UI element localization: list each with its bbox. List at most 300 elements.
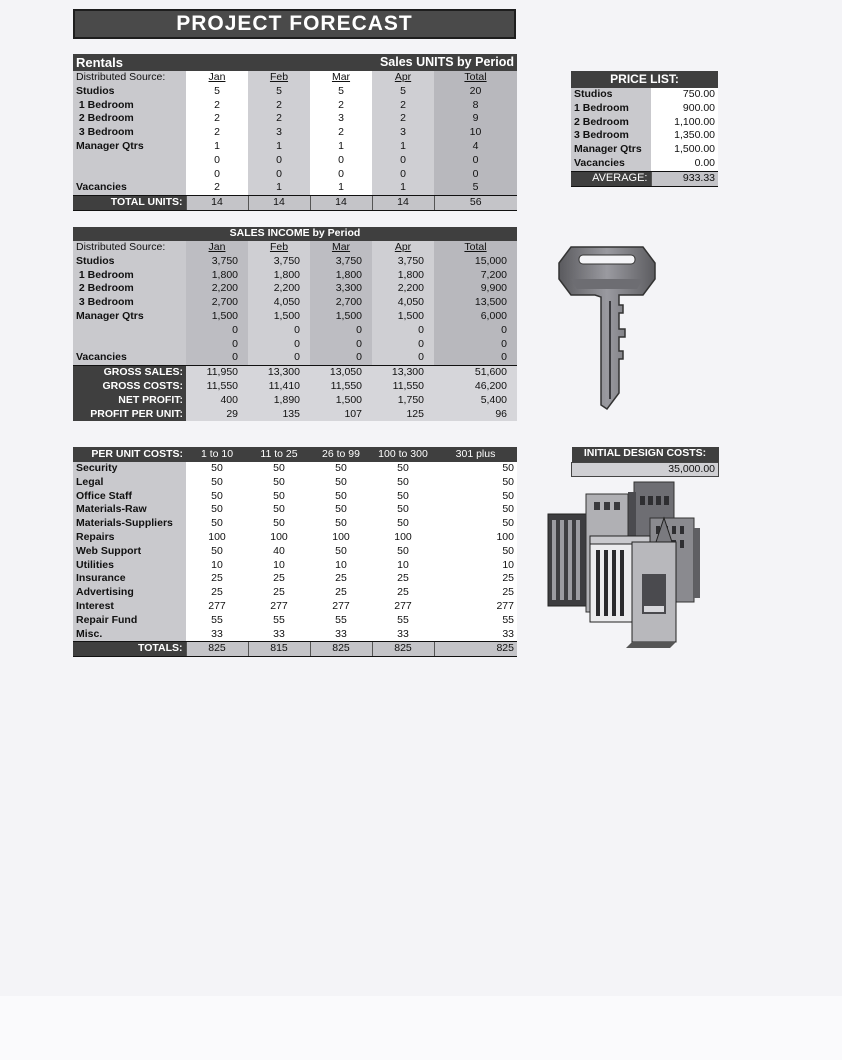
costs-cell: 50 xyxy=(372,462,434,476)
units-cell: 0 xyxy=(186,168,248,182)
price-row xyxy=(571,157,718,171)
costs-cell: 50 xyxy=(310,517,372,531)
income-row-label: 1 Bedroom xyxy=(73,269,186,283)
units-row-label xyxy=(73,154,186,168)
income-cell: 3,750 xyxy=(186,255,248,269)
costs-cell: 50 xyxy=(434,545,517,559)
price-row xyxy=(571,129,718,143)
price-list-header-row xyxy=(571,71,718,88)
price-average-row xyxy=(571,171,718,186)
income-cell: 1,500 xyxy=(248,310,310,324)
income-cell: 1,500 xyxy=(186,310,248,324)
initial-design-costs-table xyxy=(571,447,719,477)
price-row-value: 900.00 xyxy=(651,102,718,116)
units-cell: 1 xyxy=(372,140,434,154)
units-cell: 5 xyxy=(310,85,372,99)
costs-cell: 25 xyxy=(310,572,372,586)
key-icon xyxy=(557,243,657,411)
units-total-value: 14 xyxy=(372,196,434,211)
costs-row xyxy=(73,490,517,504)
units-cell: 0 xyxy=(372,154,434,168)
costs-col-header: 1 to 10 xyxy=(186,447,248,462)
costs-total-row xyxy=(73,642,517,657)
costs-cell: 55 xyxy=(372,614,434,628)
income-cell: 0 xyxy=(248,351,310,365)
income-summary-label: GROSS SALES: xyxy=(73,366,186,380)
costs-cell: 50 xyxy=(186,462,248,476)
income-cell: 0 xyxy=(434,338,517,352)
units-cell: 3 xyxy=(248,126,310,140)
units-row xyxy=(73,85,517,99)
income-source-label: Distributed Source: xyxy=(73,241,186,255)
units-column-row xyxy=(73,71,517,85)
units-total-label: TOTAL UNITS: xyxy=(73,196,186,211)
units-cell: 1 xyxy=(186,140,248,154)
costs-col-header: 100 to 300 xyxy=(372,447,434,462)
costs-cell: 40 xyxy=(248,545,310,559)
income-cell: 1,500 xyxy=(310,310,372,324)
costs-cell: 50 xyxy=(434,462,517,476)
income-summary-value: 11,410 xyxy=(248,380,310,394)
costs-row-label: Utilities xyxy=(73,559,186,573)
income-cell: 6,000 xyxy=(434,310,517,324)
page-bottom-strip xyxy=(0,996,842,1060)
units-total-value: 14 xyxy=(310,196,372,211)
costs-col-header: 11 to 25 xyxy=(248,447,310,462)
costs-cell: 100 xyxy=(434,531,517,545)
units-header-row xyxy=(73,54,517,71)
income-summary-value: 11,550 xyxy=(186,380,248,394)
income-cell: 3,750 xyxy=(310,255,372,269)
income-row xyxy=(73,310,517,324)
income-summary-row xyxy=(73,366,517,380)
costs-cell: 50 xyxy=(434,503,517,517)
costs-cell: 100 xyxy=(248,531,310,545)
costs-header-row xyxy=(73,447,517,462)
units-cell: 0 xyxy=(372,168,434,182)
units-cell: 5 xyxy=(186,85,248,99)
costs-cell: 25 xyxy=(434,586,517,600)
costs-cell: 33 xyxy=(248,628,310,642)
income-row-label: Studios xyxy=(73,255,186,269)
income-cell: 3,300 xyxy=(310,282,372,296)
income-summary-value: 11,550 xyxy=(310,380,372,394)
costs-cell: 10 xyxy=(434,559,517,573)
costs-row-label: Materials-Raw xyxy=(73,503,186,517)
price-row xyxy=(571,88,718,102)
income-cell: 0 xyxy=(372,351,434,365)
costs-cell: 50 xyxy=(248,490,310,504)
costs-row xyxy=(73,545,517,559)
units-cell: 2 xyxy=(186,126,248,140)
costs-cell: 50 xyxy=(186,490,248,504)
units-cell: 5 xyxy=(372,85,434,99)
income-summary-value: 125 xyxy=(372,408,434,422)
costs-cell: 55 xyxy=(186,614,248,628)
costs-cell: 50 xyxy=(372,503,434,517)
income-row-label: 2 Bedroom xyxy=(73,282,186,296)
costs-cell: 25 xyxy=(310,586,372,600)
units-cell: 1 xyxy=(310,181,372,195)
units-cell: 2 xyxy=(372,99,434,113)
units-cell: 1 xyxy=(310,140,372,154)
income-row xyxy=(73,282,517,296)
income-header: SALES INCOME by Period xyxy=(73,227,517,241)
income-cell: 0 xyxy=(372,324,434,338)
units-cell: 0 xyxy=(186,154,248,168)
costs-row-label: Misc. xyxy=(73,628,186,642)
costs-total-label: TOTALS: xyxy=(73,642,186,657)
costs-cell: 33 xyxy=(310,628,372,642)
costs-row-label: Repair Fund xyxy=(73,614,186,628)
costs-cell: 100 xyxy=(186,531,248,545)
income-cell: 2,700 xyxy=(186,296,248,310)
income-summary-value: 13,050 xyxy=(310,366,372,380)
units-row xyxy=(73,112,517,126)
price-average-label: AVERAGE: xyxy=(571,171,651,186)
income-cell: 0 xyxy=(186,351,248,365)
costs-cell: 50 xyxy=(186,517,248,531)
income-summary-value: 51,600 xyxy=(434,366,517,380)
income-cell: 0 xyxy=(310,324,372,338)
units-cell: 3 xyxy=(310,112,372,126)
costs-cell: 50 xyxy=(372,545,434,559)
costs-total-value: 825 xyxy=(434,642,517,657)
income-row xyxy=(73,351,517,365)
price-average-value: 933.33 xyxy=(651,171,718,186)
income-row xyxy=(73,324,517,338)
costs-cell: 25 xyxy=(186,586,248,600)
income-cell: 2,200 xyxy=(372,282,434,296)
income-cell: 0 xyxy=(372,338,434,352)
income-col-header: Total xyxy=(434,241,517,255)
income-row xyxy=(73,296,517,310)
income-summary-label: PROFIT PER UNIT: xyxy=(73,408,186,422)
costs-row-label: Legal xyxy=(73,476,186,490)
costs-cell: 25 xyxy=(372,572,434,586)
price-row-value: 1,500.00 xyxy=(651,143,718,157)
income-cell: 9,900 xyxy=(434,282,517,296)
costs-cell: 50 xyxy=(186,476,248,490)
units-cell: 20 xyxy=(434,85,517,99)
units-total-value: 14 xyxy=(186,196,248,211)
costs-row-label: Advertising xyxy=(73,586,186,600)
costs-cell: 50 xyxy=(248,503,310,517)
units-cell: 8 xyxy=(434,99,517,113)
income-summary-value: 11,950 xyxy=(186,366,248,380)
income-row-label: 3 Bedroom xyxy=(73,296,186,310)
costs-cell: 10 xyxy=(186,559,248,573)
units-header-left: Rentals xyxy=(73,54,248,71)
costs-cell: 50 xyxy=(372,476,434,490)
units-col-header: Apr xyxy=(372,71,434,85)
costs-cell: 55 xyxy=(434,614,517,628)
income-cell: 1,800 xyxy=(186,269,248,283)
costs-total-value: 825 xyxy=(310,642,372,657)
costs-cell: 50 xyxy=(310,490,372,504)
income-col-header: Mar xyxy=(310,241,372,255)
units-cell: 0 xyxy=(310,154,372,168)
income-cell: 2,200 xyxy=(186,282,248,296)
page-title xyxy=(73,9,516,39)
costs-cell: 33 xyxy=(186,628,248,642)
costs-cell: 50 xyxy=(186,503,248,517)
income-cell: 0 xyxy=(186,324,248,338)
costs-cell: 25 xyxy=(372,586,434,600)
design-costs-value: 35,000.00 xyxy=(572,462,719,477)
income-summary-row xyxy=(73,408,517,422)
costs-row-label: Interest xyxy=(73,600,186,614)
units-row xyxy=(73,126,517,140)
costs-row xyxy=(73,517,517,531)
income-summary-value: 13,300 xyxy=(372,366,434,380)
costs-row-label: Repairs xyxy=(73,531,186,545)
units-cell: 0 xyxy=(434,168,517,182)
units-cell: 10 xyxy=(434,126,517,140)
units-cell: 2 xyxy=(186,112,248,126)
price-row-label: 3 Bedroom xyxy=(571,129,651,143)
income-row-label xyxy=(73,338,186,352)
units-cell: 1 xyxy=(372,181,434,195)
costs-cell: 25 xyxy=(248,586,310,600)
costs-row xyxy=(73,531,517,545)
income-summary-value: 11,550 xyxy=(372,380,434,394)
price-list-header: PRICE LIST: xyxy=(571,71,718,88)
income-cell: 15,000 xyxy=(434,255,517,269)
costs-row xyxy=(73,476,517,490)
costs-cell: 33 xyxy=(434,628,517,642)
income-summary-value: 107 xyxy=(310,408,372,422)
costs-cell: 25 xyxy=(186,572,248,586)
units-total-row xyxy=(73,196,517,211)
income-cell: 1,500 xyxy=(372,310,434,324)
price-row-label: Vacancies xyxy=(571,157,651,171)
income-cell: 0 xyxy=(434,324,517,338)
costs-cell: 277 xyxy=(434,600,517,614)
income-cell: 1,800 xyxy=(372,269,434,283)
costs-row-label: Security xyxy=(73,462,186,476)
units-cell: 3 xyxy=(372,126,434,140)
price-row-value: 1,100.00 xyxy=(651,116,718,130)
costs-cell: 50 xyxy=(434,490,517,504)
income-summary-value: 1,750 xyxy=(372,394,434,408)
units-source-label: Distributed Source: xyxy=(73,71,186,85)
income-cell: 2,200 xyxy=(248,282,310,296)
income-summary-value: 46,200 xyxy=(434,380,517,394)
costs-cell: 50 xyxy=(310,462,372,476)
units-row-label xyxy=(73,168,186,182)
income-summary-label: NET PROFIT: xyxy=(73,394,186,408)
income-cell: 13,500 xyxy=(434,296,517,310)
income-summary-value: 96 xyxy=(434,408,517,422)
income-summary-value: 1,500 xyxy=(310,394,372,408)
costs-cell: 50 xyxy=(248,476,310,490)
income-cell: 0 xyxy=(434,351,517,365)
income-row-label: Vacancies xyxy=(73,351,186,365)
price-row xyxy=(571,116,718,130)
price-row-value: 0.00 xyxy=(651,157,718,171)
units-cell: 2 xyxy=(310,99,372,113)
costs-row-label: Insurance xyxy=(73,572,186,586)
units-cell: 5 xyxy=(248,85,310,99)
per-unit-costs-table xyxy=(73,447,517,657)
units-col-header: Mar xyxy=(310,71,372,85)
income-cell: 2,700 xyxy=(310,296,372,310)
city-buildings-icon xyxy=(546,478,702,652)
units-cell: 2 xyxy=(186,99,248,113)
units-cell: 0 xyxy=(248,154,310,168)
units-cell: 0 xyxy=(434,154,517,168)
units-row-label: 3 Bedroom xyxy=(73,126,186,140)
income-cell: 3,750 xyxy=(248,255,310,269)
design-costs-header-row xyxy=(572,447,719,462)
units-cell: 9 xyxy=(434,112,517,126)
income-summary-value: 1,890 xyxy=(248,394,310,408)
units-row xyxy=(73,140,517,154)
costs-cell: 277 xyxy=(186,600,248,614)
costs-total-value: 825 xyxy=(372,642,434,657)
costs-row-label: Materials-Suppliers xyxy=(73,517,186,531)
income-col-header: Feb xyxy=(248,241,310,255)
income-cell: 0 xyxy=(186,338,248,352)
costs-cell: 50 xyxy=(310,503,372,517)
income-summary-row xyxy=(73,394,517,408)
costs-col-header: 26 to 99 xyxy=(310,447,372,462)
sales-units-table xyxy=(73,54,517,211)
costs-cell: 25 xyxy=(248,572,310,586)
income-col-header: Apr xyxy=(372,241,434,255)
units-row-label: 2 Bedroom xyxy=(73,112,186,126)
units-cell: 2 xyxy=(186,181,248,195)
units-row-label: 1 Bedroom xyxy=(73,99,186,113)
income-row-label xyxy=(73,324,186,338)
costs-cell: 277 xyxy=(372,600,434,614)
costs-row xyxy=(73,559,517,573)
price-row-value: 750.00 xyxy=(651,88,718,102)
units-row-label: Studios xyxy=(73,85,186,99)
price-list-table xyxy=(571,71,718,187)
units-row-label: Manager Qtrs xyxy=(73,140,186,154)
page-title-text: PROJECT FORECAST xyxy=(176,12,413,35)
units-row xyxy=(73,99,517,113)
price-row-label: Manager Qtrs xyxy=(571,143,651,157)
costs-cell: 50 xyxy=(372,490,434,504)
costs-cell: 10 xyxy=(248,559,310,573)
income-cell: 0 xyxy=(248,338,310,352)
price-row xyxy=(571,102,718,116)
costs-cell: 55 xyxy=(248,614,310,628)
income-row xyxy=(73,255,517,269)
units-row xyxy=(73,181,517,195)
units-col-header: Feb xyxy=(248,71,310,85)
costs-cell: 100 xyxy=(310,531,372,545)
costs-cell: 50 xyxy=(434,517,517,531)
costs-row-label: Office Staff xyxy=(73,490,186,504)
price-row-value: 1,350.00 xyxy=(651,129,718,143)
costs-row xyxy=(73,600,517,614)
price-row-label: 2 Bedroom xyxy=(571,116,651,130)
costs-cell: 277 xyxy=(248,600,310,614)
income-summary-value: 400 xyxy=(186,394,248,408)
costs-cell: 277 xyxy=(310,600,372,614)
sales-income-table xyxy=(73,227,517,421)
costs-cell: 100 xyxy=(372,531,434,545)
costs-cell: 50 xyxy=(372,517,434,531)
costs-total-value: 815 xyxy=(248,642,310,657)
income-summary-value: 135 xyxy=(248,408,310,422)
costs-cell: 10 xyxy=(372,559,434,573)
design-costs-header: INITIAL DESIGN COSTS: xyxy=(572,447,719,462)
costs-cell: 50 xyxy=(310,476,372,490)
income-cell: 0 xyxy=(248,324,310,338)
income-summary-label: GROSS COSTS: xyxy=(73,380,186,394)
income-summary-row xyxy=(73,380,517,394)
income-cell: 0 xyxy=(310,338,372,352)
costs-row xyxy=(73,614,517,628)
units-row xyxy=(73,168,517,182)
design-costs-value-row xyxy=(572,462,719,477)
income-summary-value: 29 xyxy=(186,408,248,422)
costs-header-label: PER UNIT COSTS: xyxy=(73,447,186,462)
costs-row-label: Web Support xyxy=(73,545,186,559)
costs-row xyxy=(73,628,517,642)
costs-cell: 50 xyxy=(310,545,372,559)
units-cell: 0 xyxy=(248,168,310,182)
costs-cell: 25 xyxy=(434,572,517,586)
units-cell: 2 xyxy=(372,112,434,126)
costs-row xyxy=(73,586,517,600)
units-total-value: 14 xyxy=(248,196,310,211)
costs-row xyxy=(73,503,517,517)
costs-row xyxy=(73,462,517,476)
units-cell: 5 xyxy=(434,181,517,195)
costs-cell: 55 xyxy=(310,614,372,628)
units-header-right: Sales UNITS by Period xyxy=(248,54,517,71)
costs-row xyxy=(73,572,517,586)
income-cell: 3,750 xyxy=(372,255,434,269)
units-cell: 0 xyxy=(310,168,372,182)
income-cell: 0 xyxy=(310,351,372,365)
income-cell: 4,050 xyxy=(248,296,310,310)
units-total-value: 56 xyxy=(434,196,517,211)
costs-cell: 50 xyxy=(248,517,310,531)
income-cell: 7,200 xyxy=(434,269,517,283)
units-cell: 2 xyxy=(310,126,372,140)
costs-cell: 50 xyxy=(248,462,310,476)
units-cell: 2 xyxy=(248,112,310,126)
income-summary-value: 5,400 xyxy=(434,394,517,408)
units-col-header: Jan xyxy=(186,71,248,85)
units-cell: 2 xyxy=(248,99,310,113)
units-cell: 1 xyxy=(248,140,310,154)
costs-total-value: 825 xyxy=(186,642,248,657)
income-column-row xyxy=(73,241,517,255)
units-cell: 1 xyxy=(248,181,310,195)
income-col-header: Jan xyxy=(186,241,248,255)
income-cell: 4,050 xyxy=(372,296,434,310)
units-col-header: Total xyxy=(434,71,517,85)
income-cell: 1,800 xyxy=(248,269,310,283)
units-cell: 4 xyxy=(434,140,517,154)
price-row-label: 1 Bedroom xyxy=(571,102,651,116)
costs-cell: 33 xyxy=(372,628,434,642)
price-row-label: Studios xyxy=(571,88,651,102)
costs-col-header: 301 plus xyxy=(434,447,517,462)
units-row xyxy=(73,154,517,168)
units-row-label: Vacancies xyxy=(73,181,186,195)
income-row xyxy=(73,269,517,283)
income-row xyxy=(73,338,517,352)
